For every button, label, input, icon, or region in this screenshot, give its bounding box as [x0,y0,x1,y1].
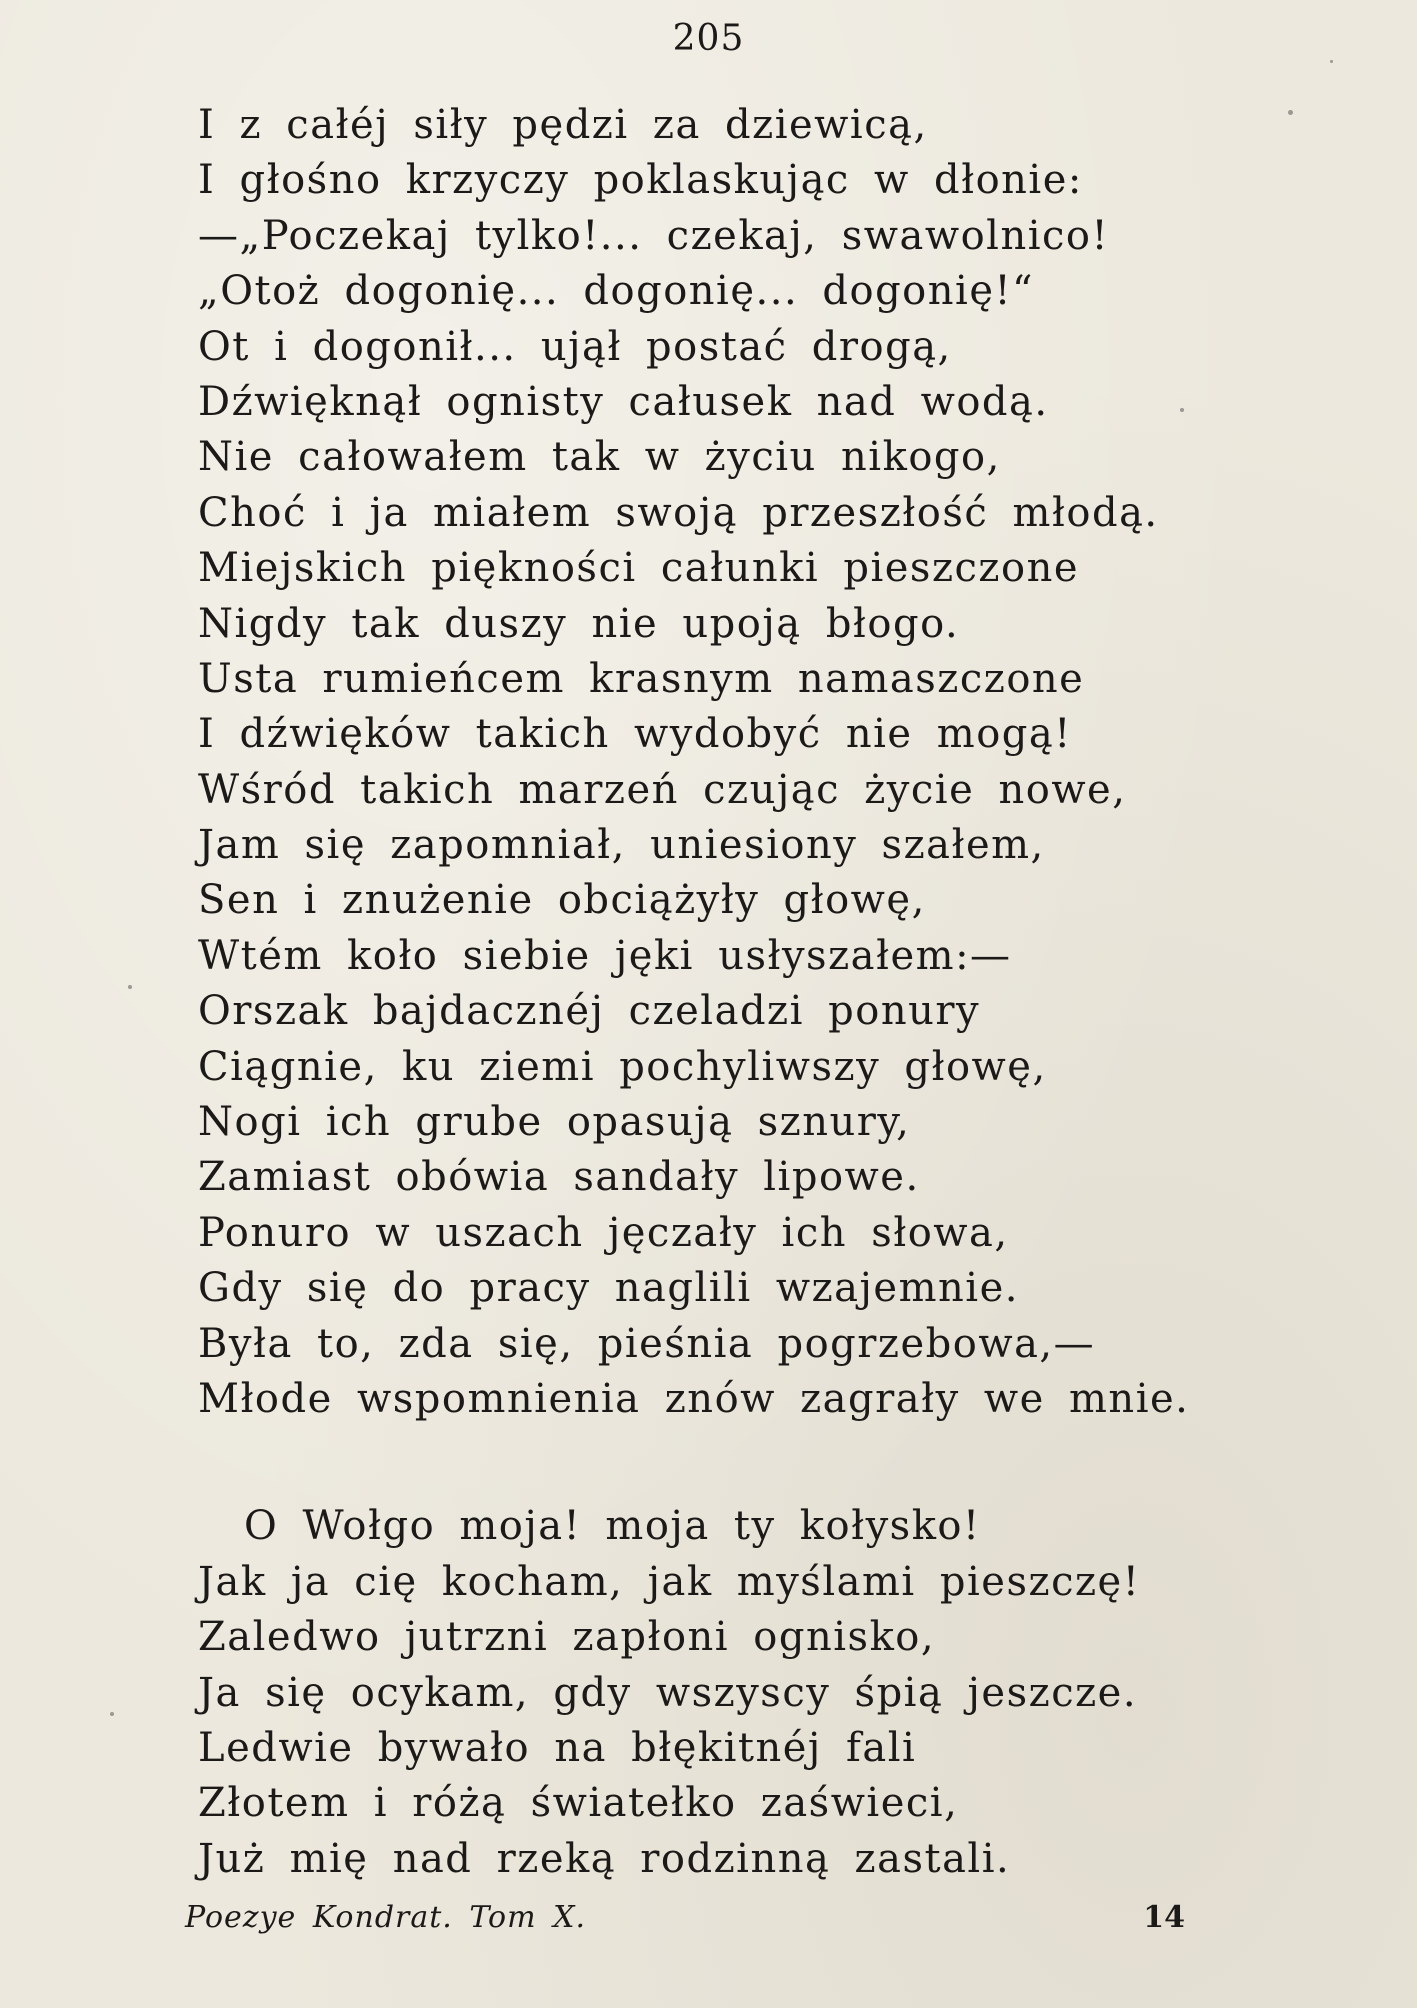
poem-line: Nie całowałem tak w życiu nikogo, [198,434,1001,481]
paper-speck [110,1712,114,1716]
poem-line: „Otoż dogonię... dogonię... dogonię!“ [198,268,1035,315]
poem-line: Nigdy tak duszy nie upoją błogo. [198,600,960,647]
paper-speck [1330,60,1333,63]
poem-line: Ciągnie, ku ziemi pochyliwszy głowę, [198,1043,1047,1090]
poem-line: Ja się ocykam, gdy wszyscy śpią jeszcze. [198,1669,1138,1716]
poem-line: I głośno krzyczy poklaskując w dłonie: [198,157,1083,204]
poem-line: Ponuro w uszach jęczały ich słowa, [198,1209,1009,1256]
stanza-gap [198,1427,1218,1499]
poem-line: O Wołgo moja! moja ty kołysko! [244,1503,981,1550]
stanza-1 [198,98,1218,1427]
poem-line: Gdy się do pracy naglili wzajemnie. [198,1265,1019,1312]
signature-mark: Poezye Kondrat. Tom X. [185,1900,586,1935]
poem-line: Młode wspomnienia znów zagrały we mnie. [198,1375,1190,1422]
poem-line: Orszak bajdacznéj czeladzi ponury [198,988,981,1035]
paper-speck [128,985,132,989]
poem-line: Była to, zda się, pieśnia pogrzebowa,— [198,1320,1096,1367]
poem-line: I dźwięków takich wydobyć nie mogą! [198,711,1072,758]
poem-line: Choć i ja miałem swoją przeszłość młodą. [198,489,1159,536]
poem-line: Wtém koło siebie jęki usłyszałem:— [198,932,1012,979]
stanza-2 [198,1499,1218,1887]
poem-line: Jam się zapomniał, uniesiony szałem, [198,822,1045,869]
paper-speck [1180,408,1184,412]
poem-line: Zamiast obówia sandały lipowe. [198,1154,920,1201]
poem-line: Ot i dogonił... ujął postać drogą, [198,323,952,370]
poem-line: Miejskich piękności całunki pieszczone [198,545,1080,592]
poem-line: Zaledwo jutrzni zapłoni ognisko, [198,1614,936,1661]
poem-line: Nogi ich grube opasują sznury, [198,1099,911,1146]
poem-line: Wśród takich marzeń czując życie nowe, [198,766,1127,813]
poem-line: Ledwie bywało na błękitnéj fali [198,1724,917,1771]
page-number: 205 [672,18,745,59]
page-footer [185,1900,1205,1940]
poem-line: —„Poczekaj tylko!... czekaj, swawolnico! [198,212,1110,259]
sheet-number: 14 [1143,1900,1185,1935]
poem-line: Dźwięknął ognisty całusek nad wodą. [198,378,1049,425]
poem-line: Już mię nad rzeką rodzinną zastali. [198,1835,1011,1882]
poem-text [198,98,1218,1887]
poem-line: Sen i znużenie obciążyły głowę, [198,877,926,924]
poem-line: I z całéj siły pędzi za dziewicą, [198,102,928,148]
paper-speck [1288,110,1293,115]
poem-line: Usta rumieńcem krasnym namaszczone [198,655,1085,702]
poem-line: Jak ja cię kocham, jak myślami pieszczę! [198,1558,1141,1605]
poem-line: Złotem i różą światełko zaświeci, [198,1780,959,1827]
